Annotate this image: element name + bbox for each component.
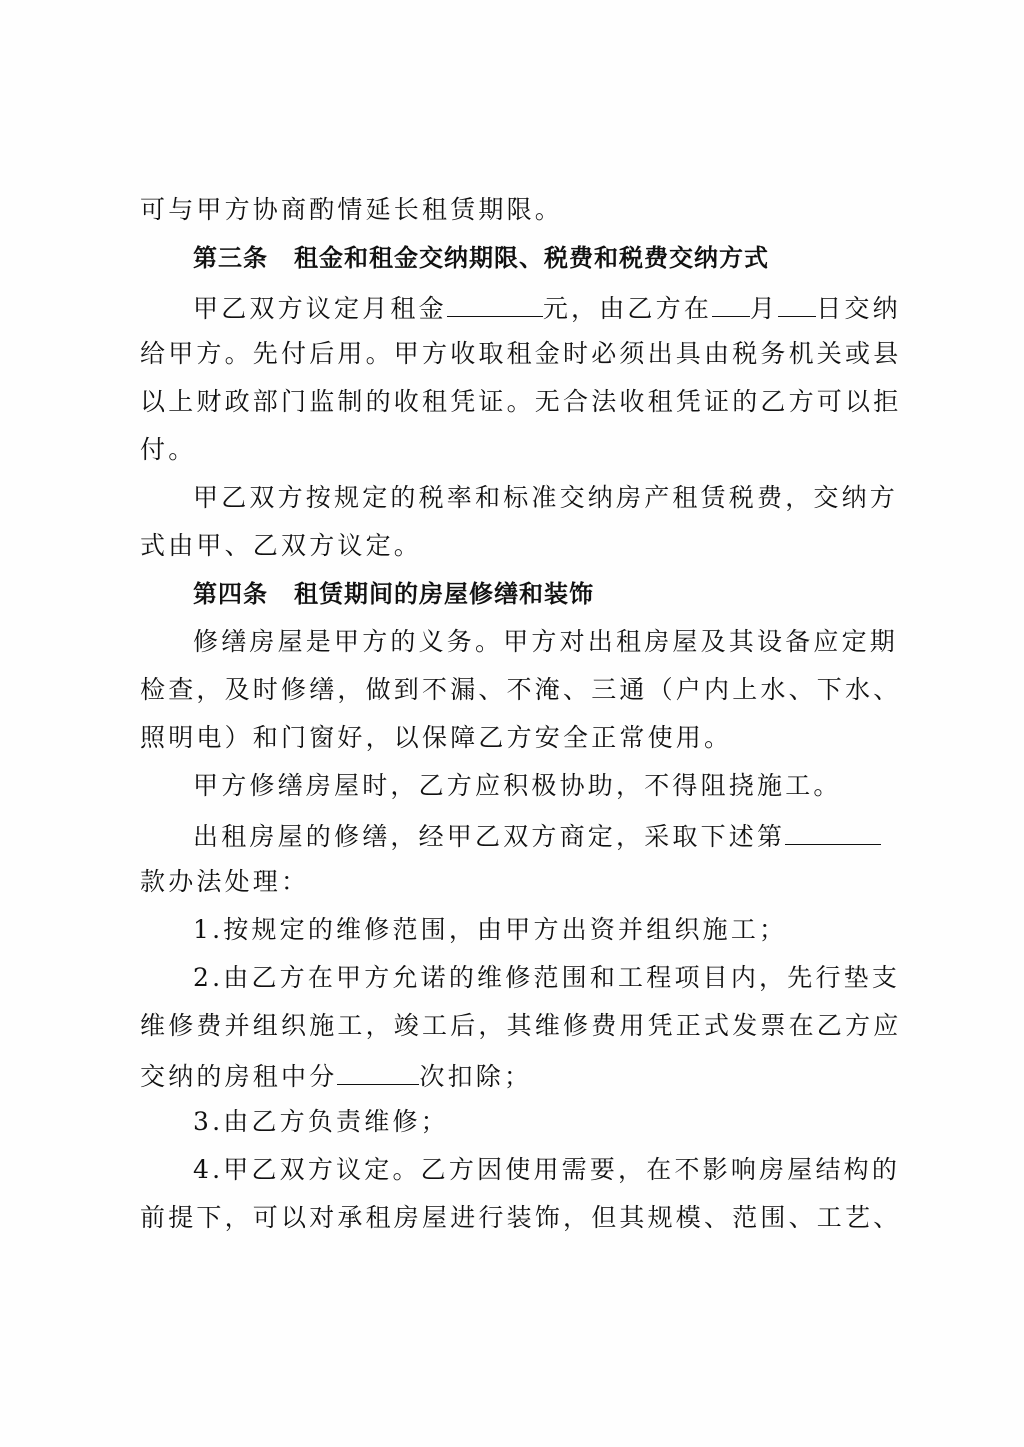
article-number: 第三条: [193, 244, 268, 272]
paragraph-line: [140, 1006, 900, 1046]
article-title: 租赁期间的房屋修缮和装饰: [294, 580, 594, 608]
text: 给甲方。先付后用。甲方收取租金时必须出具由税务机关或县: [140, 339, 902, 368]
paragraph-line: [140, 670, 900, 710]
paragraph-line: [140, 718, 900, 758]
text: 照明电）和门窗好，以保障乙方安全正常使用。: [140, 723, 733, 752]
installment-count-blank: [337, 1054, 419, 1085]
list-item: [193, 910, 953, 950]
paragraph-line: [140, 862, 900, 902]
paragraph-line: [193, 622, 953, 662]
day-blank: [778, 286, 816, 317]
list-item: [193, 1150, 953, 1190]
list-item: [193, 1102, 953, 1142]
paragraph-line: [193, 814, 953, 854]
text: 维修费并组织施工，竣工后，其维修费用凭正式发票在乙方应: [140, 1011, 902, 1040]
text: 交纳的房租中分: [140, 1062, 338, 1091]
paragraph-line: [140, 1198, 900, 1238]
text: 付。: [140, 435, 197, 464]
text: 款办法处理：: [140, 867, 310, 896]
text: 月: [750, 294, 779, 323]
paragraph-line: [193, 286, 953, 326]
list-item: [193, 958, 953, 998]
paragraph-line: [140, 1054, 900, 1094]
article-3-heading: [193, 238, 953, 278]
text: 修缮房屋是甲方的义务。甲方对出租房屋及其设备应定期: [193, 627, 899, 656]
article-4-heading: [193, 574, 953, 614]
text: 出租房屋的修缮，经甲乙双方商定，采取下述第: [193, 822, 786, 851]
text: 甲乙双方议定月租金: [193, 294, 447, 323]
paragraph-line: [193, 766, 953, 806]
text: 可与甲方协商酌情延长租赁期限。: [140, 195, 564, 224]
text: 次扣除；: [419, 1062, 533, 1091]
paragraph-line: [140, 382, 900, 422]
text: 式由甲、乙双方议定。: [140, 531, 423, 560]
text: 1.按规定的维修范围，由甲方出资并组织施工；: [193, 915, 788, 944]
article-number: 第四条: [193, 580, 268, 608]
method-number-blank: [785, 814, 881, 845]
paragraph-line: [193, 478, 953, 518]
rent-amount-blank: [447, 286, 543, 317]
paragraph-line: [140, 334, 900, 374]
text: 以上财政部门监制的收租凭证。无合法收租凭证的乙方可以拒: [140, 387, 902, 416]
text: 元，由乙方在: [542, 294, 713, 323]
month-blank: [712, 286, 750, 317]
text: 前提下，可以对承租房屋进行装饰，但其规模、范围、工艺、: [140, 1203, 902, 1232]
text: 3.由乙方负责维修；: [193, 1107, 449, 1136]
article-title: 租金和租金交纳期限、税费和税费交纳方式: [294, 244, 769, 272]
paragraph-line: [140, 190, 900, 230]
paragraph-line: [140, 430, 900, 470]
text: 2.由乙方在甲方允诺的维修范围和工程项目内，先行垫支: [193, 963, 901, 992]
text: 甲乙双方按规定的税率和标准交纳房产租赁税费，交纳方: [193, 483, 899, 512]
text: 检查，及时修缮，做到不漏、不淹、三通（户内上水、下水、: [140, 675, 902, 704]
text: 4.甲乙双方议定。乙方因使用需要，在不影响房屋结构的: [193, 1155, 901, 1184]
paragraph-line: [140, 526, 900, 566]
text: 日交纳: [816, 294, 901, 323]
text: 甲方修缮房屋时，乙方应积极协助，不得阻挠施工。: [193, 771, 842, 800]
